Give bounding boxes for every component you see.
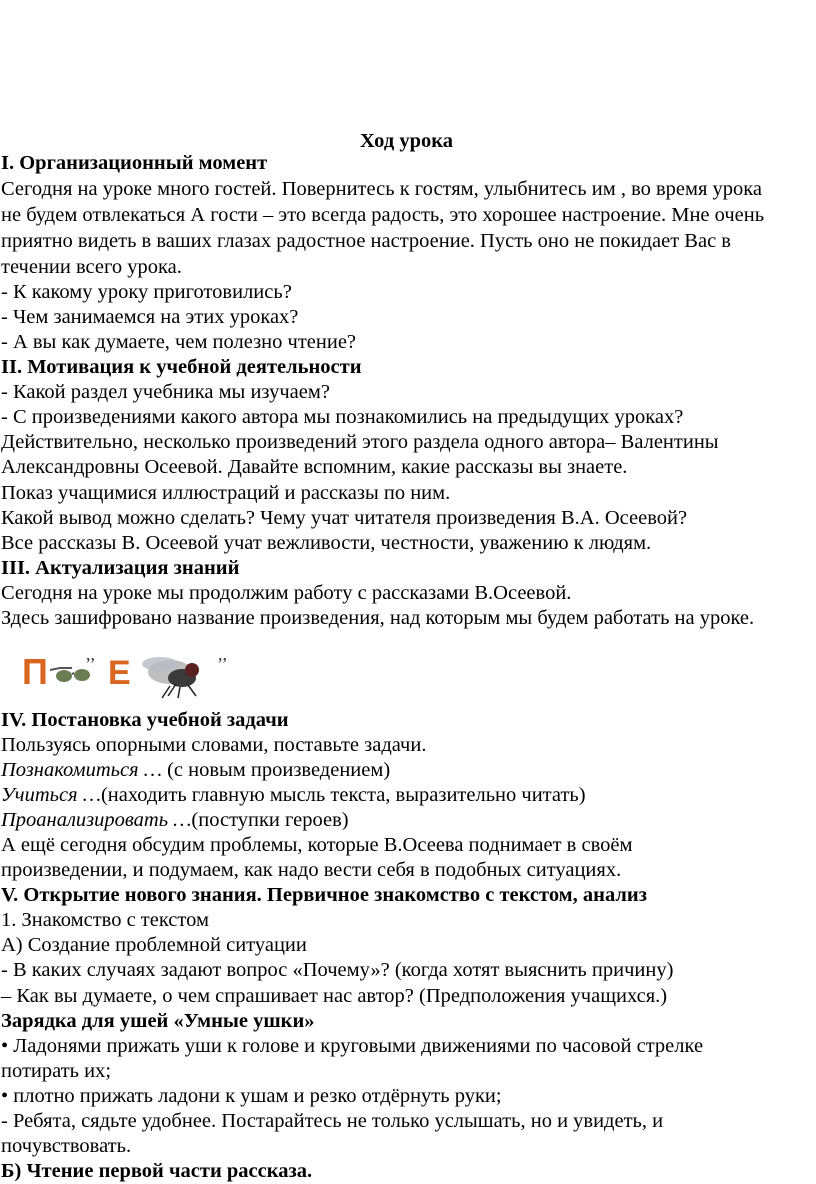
task-keyword: Учиться …	[1, 784, 101, 806]
question-line: - Чем занимаемся на этих уроках?	[1, 306, 299, 328]
paragraph-line: Сегодня на уроке мы продолжим работу с рассказами В.Осеевой.	[1, 582, 572, 604]
task-detail: (с новым произведением)	[161, 759, 391, 781]
question-line: - К какому уроку приготовились?	[1, 281, 292, 303]
question-line: - Какой раздел учебника мы изучаем?	[1, 381, 330, 403]
section-heading-3: III. Актуализация знаний	[1, 557, 240, 579]
question-line: – Как вы думаете, о чем спрашивает нас автор? (Предположения учащихся.)	[1, 985, 668, 1007]
task-keyword: Проанализировать …	[1, 809, 192, 831]
paragraph-line: А) Создание проблемной ситуации	[1, 934, 307, 956]
question-line: - В каких случаях задают вопрос «Почему»? (когда хотят выяснить причину)	[1, 959, 674, 981]
paragraph-line: не будем отвлекаться А гости – это всегда радость, это хорошее настроение. Мне очень	[1, 204, 765, 226]
paragraph-line: Здесь зашифровано название произведения, над которым мы будем работать на уроке.	[1, 607, 755, 629]
page-title: Ход урока	[360, 130, 453, 152]
section-heading-4: IV. Постановка учебной задачи	[1, 709, 289, 731]
rebus-commas: ,,	[218, 644, 227, 664]
task-detail: (находить главную мысль текста, выразительно читать)	[100, 784, 586, 806]
rebus-commas: ,,	[86, 644, 95, 664]
paragraph-line: 1. Знакомство с текстом	[1, 909, 209, 931]
paragraph-line: Показ учащимися иллюстраций и рассказы по ним.	[1, 482, 451, 504]
task-line	[1, 760, 390, 781]
section-heading-5: V. Открытие нового знания. Первичное знакомство с текстом, анализ	[1, 884, 647, 906]
paragraph-line: Все рассказы В. Осеевой учат вежливости, честности, уважению к людям.	[1, 532, 652, 554]
task-line	[1, 785, 586, 806]
paragraph-line: • Ладонями прижать уши к голове и круговыми движениями по часовой стрелке	[1, 1035, 704, 1057]
paragraph-line: почувствовать.	[1, 1135, 132, 1157]
section-heading-2: II. Мотивация к учебной деятельности	[1, 356, 362, 378]
paragraph-line: Сегодня на уроке много гостей. Повернитесь к гостям, улыбнитесь им , во время урока	[1, 178, 763, 200]
question-line: - А вы как думаете, чем полезно чтение?	[1, 331, 357, 353]
paragraph-line: Какой вывод можно сделать? Чему учат читателя произведения В.А. Осеевой?	[1, 507, 688, 529]
section-heading-1: I. Организационный момент	[1, 152, 268, 174]
paragraph-line: произведении, и подумаем, как надо вести себя в подобных ситуациях.	[1, 859, 622, 881]
task-keyword: Познакомиться …	[1, 759, 162, 781]
paragraph-line: - Ребята, сядьте удобнее. Постарайтесь не только услышать, но и увидеть, и	[1, 1110, 664, 1132]
paragraph-line: • плотно прижать ладони к ушам и резко отдёрнуть руки;	[1, 1085, 502, 1107]
task-line	[1, 810, 349, 831]
rebus-letter-p: П	[22, 651, 48, 692]
paragraph-line: Пользуясь опорными словами, поставьте задачи.	[1, 734, 427, 756]
paragraph-line: приятно видеть в ваших глазах радостное настроение. Пусть оно не покидает Вас в	[1, 230, 731, 252]
paragraph-line: течении всего урока.	[1, 256, 182, 278]
subheading: Б) Чтение первой части рассказа.	[1, 1160, 313, 1182]
sunglasses-icon	[50, 668, 90, 682]
paragraph-line: Александровны Осеевой. Давайте вспомним, какие рассказы вы знаете.	[1, 456, 628, 478]
task-detail: (поступки героев)	[191, 809, 349, 831]
fly-icon	[142, 657, 199, 698]
paragraph-line: потирать их;	[1, 1060, 112, 1082]
paragraph-line: А ещё сегодня обсудим проблемы, которые В.Осеева поднимает в своём	[1, 834, 633, 856]
subheading: Зарядка для ушей «Умные ушки»	[1, 1010, 315, 1032]
question-line: - С произведениями какого автора мы познакомились на предыдущих уроках?	[1, 406, 684, 428]
paragraph-line: Действительно, несколько произведений этого раздела одного автора– Валентины	[1, 431, 719, 453]
rebus-letter-e: Е	[108, 654, 131, 692]
rebus-picture	[20, 640, 240, 700]
